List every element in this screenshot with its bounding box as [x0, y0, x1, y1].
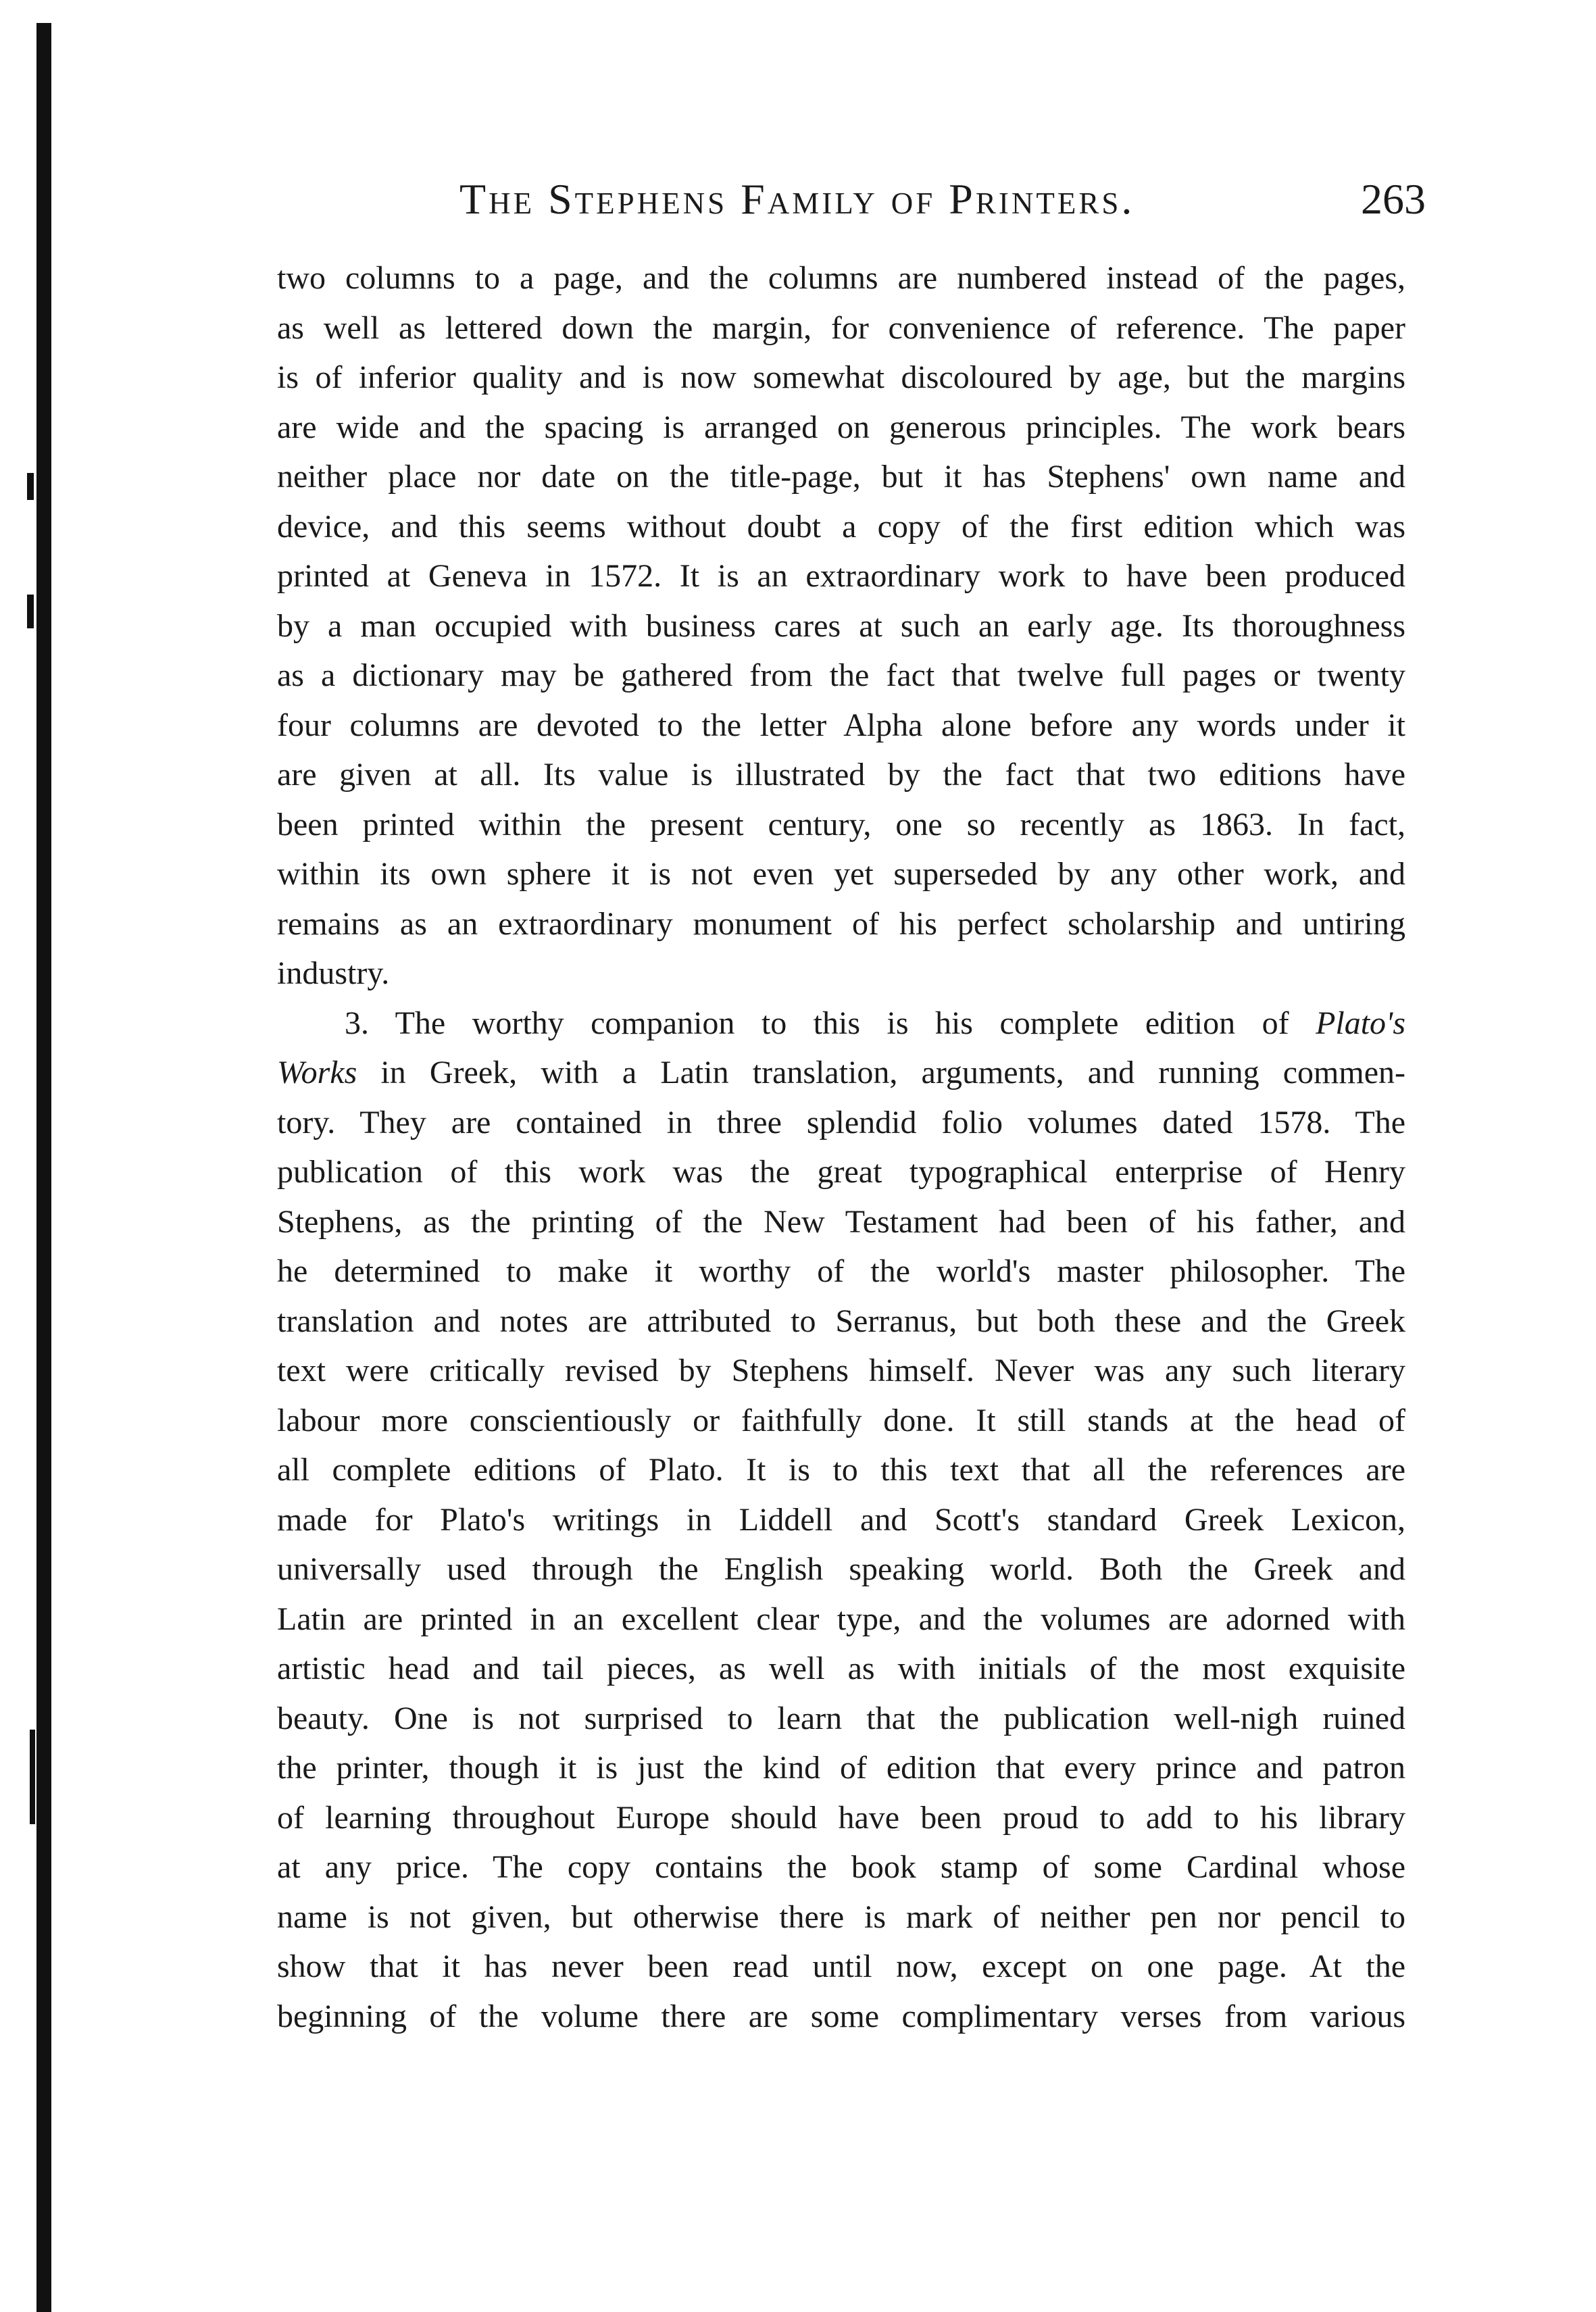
text-line: beginning of the volume there are some complimentary verses from various [277, 1998, 1405, 2034]
paragraph [277, 999, 1405, 2042]
text-line: labour more conscientiously or faithfully done. It still stands at the head of [277, 1402, 1405, 1438]
text-line [277, 1048, 1405, 1098]
body-text [277, 253, 1405, 2041]
text-line: text were critically revised by Stephens himself. Never was any such literary [277, 1353, 1405, 1388]
text-line: universally used through the English speaking world. Both the Greek and [277, 1551, 1405, 1587]
text-line: remains as an extraordinary monument of his perfect scholarship and untiring [277, 905, 1405, 942]
text-line: by a man occupied with business cares at such an early age. Its thoroughness [277, 607, 1405, 644]
text-line: industry. [277, 955, 390, 991]
running-title: The Stephens Family of Printers. [459, 175, 1135, 223]
text-line: neither place nor date on the title-page, but it has Stephens' own name and [277, 459, 1405, 495]
text-line: is of inferior quality and is now somewhat discoloured by age, but the margins [277, 359, 1405, 395]
text-line: publication of this work was the great typographical enterprise of Henry [277, 1154, 1405, 1190]
text-line: artistic head and tail pieces, as well as with initials of the most exquisite [277, 1651, 1405, 1686]
text-line [277, 999, 1405, 1049]
text-line: show that it has never been read until now, except on one page. At the [277, 1949, 1405, 1984]
text-line: two columns to a page, and the columns are numbered instead of the pages, [277, 260, 1405, 296]
text-line: he determined to make it worthy of the world's master philosopher. The [277, 1253, 1405, 1289]
text-line: tory. They are contained in three splendid folio volumes dated 1578. The [277, 1104, 1405, 1140]
binding-smudge [27, 595, 34, 628]
binding-smudge [27, 473, 34, 500]
text-line: translation and notes are attributed to Serranus, but both these and the Greek [277, 1303, 1405, 1339]
text-line: all complete editions of Plato. It is to this text that all the references are [277, 1452, 1405, 1488]
italic-title: Works [277, 1055, 357, 1090]
text-run: in Greek, with a Latin translation, arguments, and running commen- [357, 1055, 1405, 1090]
text-line: as well as lettered down the margin, for convenience of reference. The paper [277, 309, 1405, 346]
page-number: 263 [1361, 175, 1426, 223]
binding-smudge [30, 1730, 35, 1824]
text-line: at any price. The copy contains the book stamp of some Cardinal whose [277, 1849, 1405, 1885]
text-line: as a dictionary may be gathered from the fact that twelve full pages or twenty [277, 657, 1405, 693]
text-line: Latin are printed in an excellent clear type, and the volumes are adorned with [277, 1601, 1405, 1637]
text-line: are given at all. Its value is illustrated by the fact that two editions have [277, 757, 1405, 793]
page-header [277, 174, 1426, 235]
text-line: of learning throughout Europe should have been proud to add to his library [277, 1799, 1405, 1836]
paragraph [277, 253, 1405, 999]
text-line: are wide and the spacing is arranged on generous principles. The work bears [277, 409, 1405, 445]
text-line: name is not given, but otherwise there is mark of neither pen nor pencil to [277, 1899, 1405, 1935]
text-line: beauty. One is not surprised to learn that the publication well-nigh ruined [277, 1700, 1405, 1736]
text-line: four columns are devoted to the letter Alpha alone before any words under it [277, 707, 1405, 743]
text-line: device, and this seems without doubt a copy of the first edition which was [277, 508, 1405, 545]
text-line: been printed within the present century, one so recently as 1863. In fact, [277, 806, 1405, 843]
text-run: 3. The worthy companion to this is his complete edition of [345, 1005, 1316, 1041]
page-binding-edge [36, 23, 51, 2312]
italic-title: Plato's [1316, 1005, 1405, 1041]
text-line: printed at Geneva in 1572. It is an extraordinary work to have been produced [277, 558, 1405, 594]
text-line: within its own sphere it is not even yet superseded by any other work, and [277, 856, 1405, 892]
text-line: Stephens, as the printing of the New Testament had been of his father, and [277, 1203, 1405, 1240]
text-line: made for Plato's writings in Liddell and Scott's standard Greek Lexicon, [277, 1501, 1405, 1538]
text-line: the printer, though it is just the kind of edition that every prince and patron [277, 1750, 1405, 1786]
